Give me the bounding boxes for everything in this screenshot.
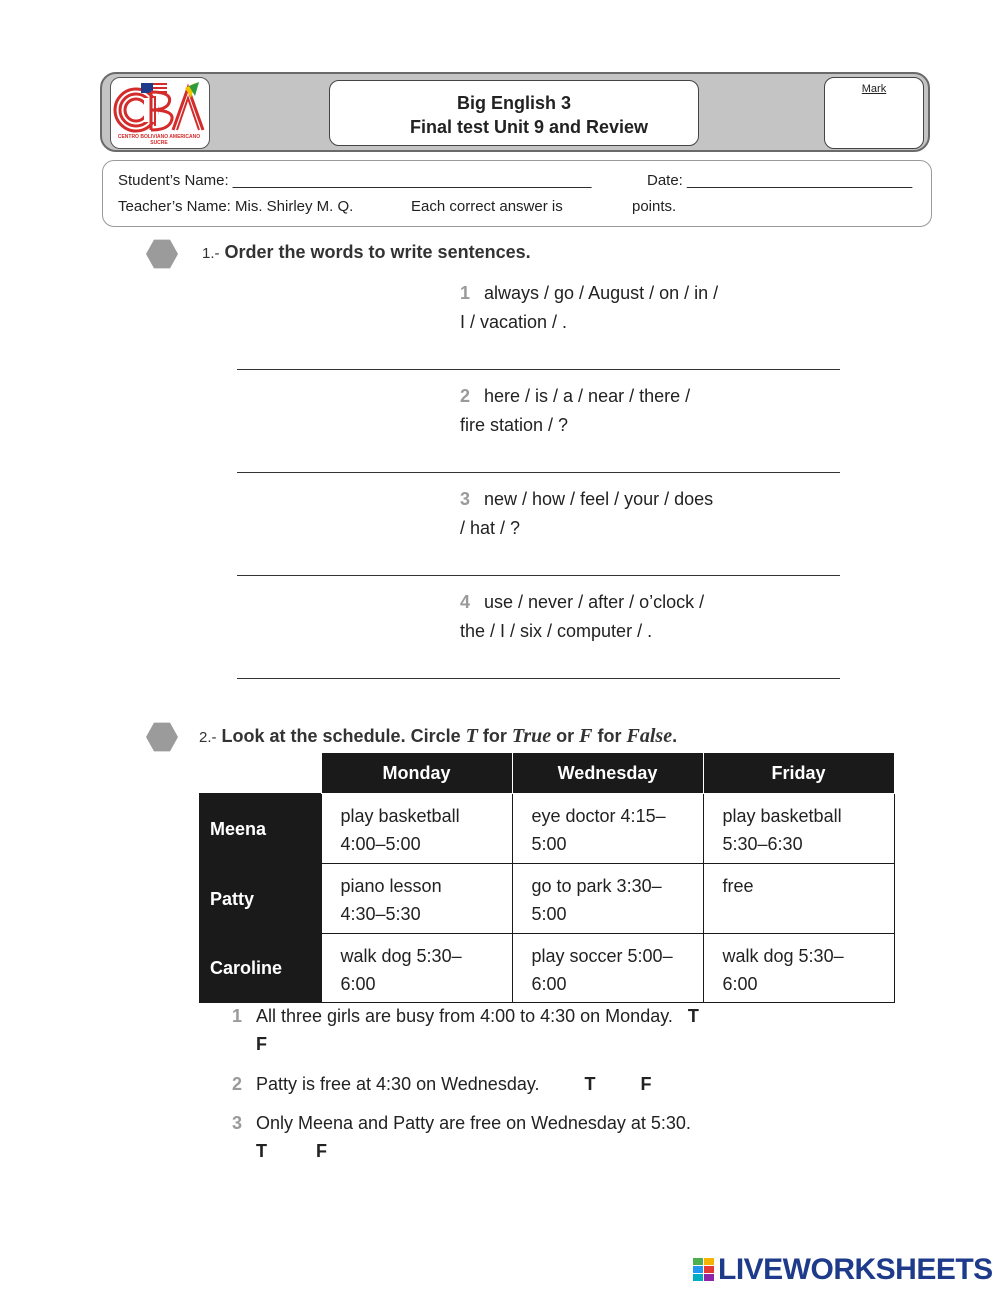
school-logo	[110, 77, 210, 149]
student-name-field[interactable]: Student’s Name: ___________________________________________	[118, 172, 592, 189]
liveworksheets-logo	[693, 1253, 993, 1287]
false-option[interactable]: F	[640, 1074, 652, 1094]
schedule-table	[199, 752, 895, 1003]
table-row	[200, 864, 895, 934]
liveworksheets-icon	[693, 1258, 715, 1282]
cell-line: 6:00	[531, 974, 567, 994]
table-cell	[703, 934, 894, 1003]
statement-number: 3	[232, 1113, 243, 1133]
cell-line: walk dog 5:30–	[340, 946, 462, 966]
question-words-line2: fire station / ?	[460, 415, 569, 435]
statement-3	[232, 1109, 752, 1165]
each-correct-text: Each correct answer is	[411, 198, 563, 215]
statement-number: 2	[232, 1074, 243, 1094]
table-cell	[703, 864, 894, 934]
statement-number: 1	[232, 1006, 243, 1026]
teacher-name: Teacher’s Name: Mis. Shirley M. Q.	[118, 198, 354, 215]
question-number: 4	[460, 592, 471, 612]
question-4	[460, 588, 780, 646]
question-words-line1: here / is / a / near / there /	[484, 386, 691, 406]
false-letter: F	[579, 725, 593, 747]
svg-text:SUCRE: SUCRE	[150, 140, 168, 146]
table-cell	[512, 794, 703, 864]
true-letter: T	[465, 725, 478, 747]
cell-line: 4:30–5:30	[340, 904, 421, 924]
question-1	[460, 279, 780, 337]
title-line2: Final test Unit 9 and Review	[409, 117, 649, 137]
answer-line-4[interactable]	[237, 678, 840, 679]
question-words-line2: / hat / ?	[460, 518, 521, 538]
row-header-caroline: Caroline	[200, 934, 322, 1003]
section2-number: 2.-	[199, 729, 217, 746]
false-option[interactable]: F	[256, 1034, 267, 1054]
mark-label: Mark	[861, 83, 887, 95]
cell-line: 4:00–5:00	[340, 834, 421, 854]
question-words-line1: always / go / August / on / in /	[484, 283, 719, 303]
answer-line-2[interactable]	[237, 472, 840, 473]
cell-line: 5:00	[531, 834, 567, 854]
true-option[interactable]: T	[687, 1006, 699, 1026]
cell-line: play basketball	[722, 806, 842, 826]
mark-box[interactable]	[824, 77, 924, 149]
column-header-monday: Monday	[321, 753, 512, 794]
question-number: 2	[460, 386, 471, 406]
table-cell	[512, 934, 703, 1003]
title-box	[329, 80, 699, 146]
table-header-row	[200, 753, 895, 794]
true-option[interactable]: T	[256, 1141, 267, 1161]
statement-text: Patty is free at 4:30 on Wednesday.	[256, 1074, 540, 1094]
table-cell	[703, 794, 894, 864]
question-words-line1: new / how / feel / your / does	[484, 489, 714, 509]
cell-line: play soccer 5:00–	[531, 946, 673, 966]
points-text: points.	[632, 198, 677, 215]
table-row	[200, 934, 895, 1003]
for-word: for	[597, 726, 622, 746]
section2-hexagon-icon	[146, 721, 178, 753]
column-header-friday: Friday	[703, 753, 894, 794]
cell-line: piano lesson	[340, 876, 442, 896]
blank-corner	[200, 753, 322, 794]
table-row	[200, 794, 895, 864]
row-header-patty: Patty	[200, 864, 322, 934]
question-3	[460, 485, 780, 543]
brand-text: LIVEWORKSHEETS	[718, 1253, 993, 1286]
date-field[interactable]: Date: ___________________________	[647, 172, 913, 189]
statement-text: Only Meena and Patty are free on Wednesday at 5:30.	[256, 1113, 691, 1133]
cell-line: go to park 3:30–	[531, 876, 662, 896]
title-line1: Big English 3	[456, 93, 571, 113]
student-info-box	[102, 160, 932, 227]
question-words-line1: use / never / after / o’clock /	[484, 592, 705, 612]
section1-instruction: Order the words to write sentences.	[224, 242, 531, 262]
statement-1	[232, 1002, 752, 1058]
table-cell	[321, 794, 512, 864]
section2-instruction: Look at the schedule. Circle	[221, 726, 461, 746]
period: .	[672, 726, 678, 746]
cell-line: 6:00	[340, 974, 376, 994]
column-header-wednesday: Wednesday	[512, 753, 703, 794]
false-word: False	[626, 725, 673, 747]
false-option[interactable]: F	[316, 1141, 328, 1161]
table-cell	[321, 934, 512, 1003]
question-words-line2: the / I / six / computer / .	[460, 621, 653, 641]
row-header-meena: Meena	[200, 794, 322, 864]
section2-title	[199, 725, 677, 748]
cell-line: walk dog 5:30–	[722, 946, 844, 966]
svg-text:CENTRO BOLIVIANO AMERICANO: CENTRO BOLIVIANO AMERICANO	[117, 134, 201, 140]
section1-number: 1.-	[202, 245, 220, 262]
answer-line-1[interactable]	[237, 369, 840, 370]
or-word: or	[556, 726, 575, 746]
section1-hexagon-icon	[146, 238, 178, 270]
cell-line: eye doctor 4:15–	[531, 806, 666, 826]
table-cell	[512, 864, 703, 934]
statement-text: All three girls are busy from 4:00 to 4:30 on Monday.	[256, 1006, 673, 1026]
cell-line: 5:30–6:30	[722, 834, 803, 854]
cell-line: 5:00	[531, 904, 567, 924]
cell-line: 6:00	[722, 974, 758, 994]
question-words-line2: I / vacation / .	[460, 312, 568, 332]
section1-title	[202, 242, 531, 263]
true-word: True	[511, 725, 552, 747]
question-number: 1	[460, 283, 471, 303]
true-option[interactable]: T	[584, 1074, 596, 1094]
answer-line-3[interactable]	[237, 575, 840, 576]
question-2	[460, 382, 780, 440]
statement-2	[232, 1070, 752, 1098]
for-word: for	[482, 726, 507, 746]
cell-line: free	[722, 876, 754, 896]
table-cell	[321, 864, 512, 934]
cba-logo-icon	[111, 78, 208, 147]
question-number: 3	[460, 489, 471, 509]
cell-line: play basketball	[340, 806, 460, 826]
